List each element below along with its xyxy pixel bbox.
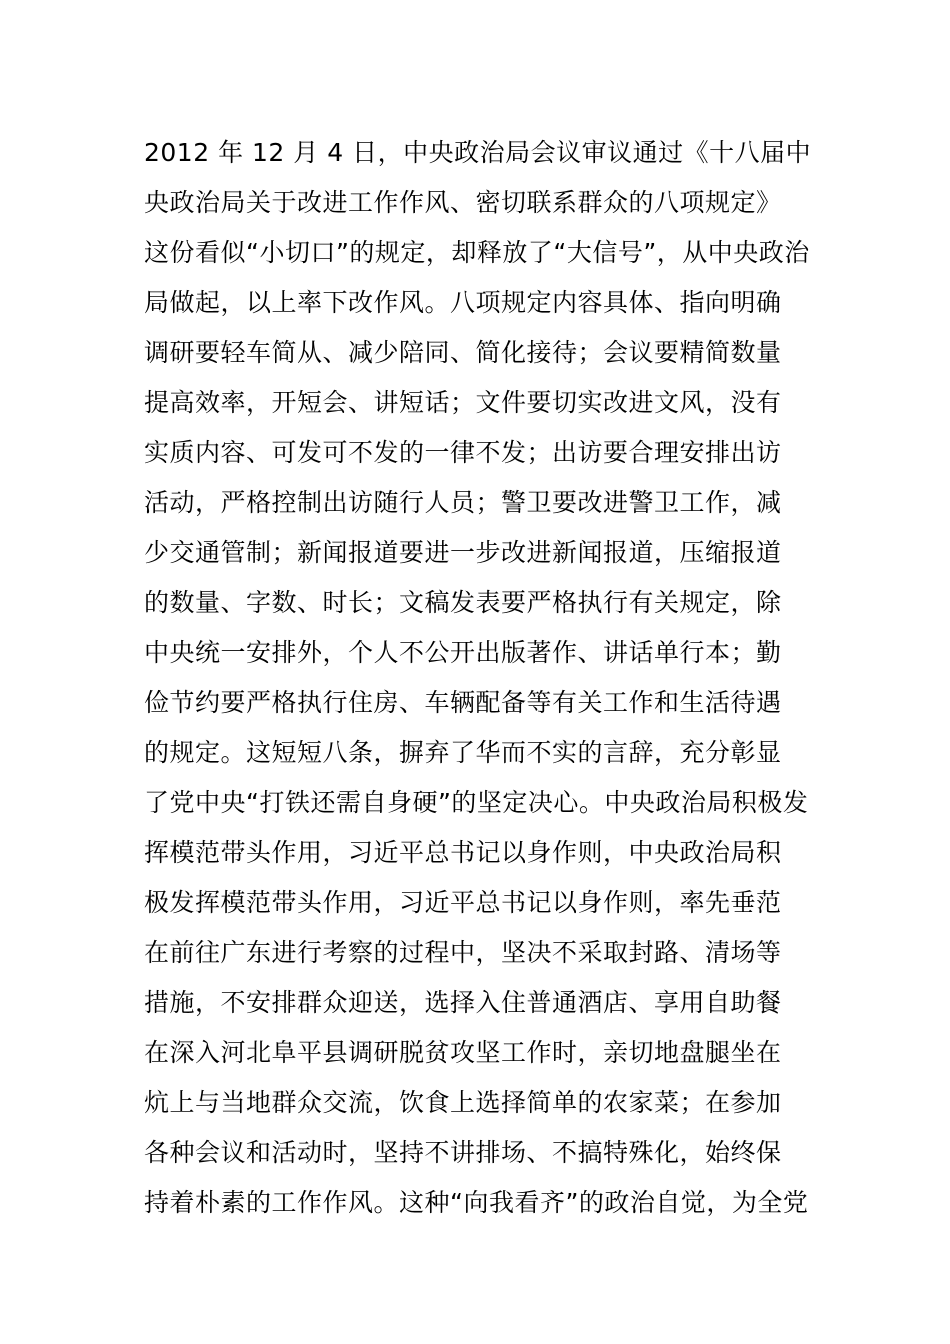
text-line: 了党中央“打铁还需自身硬”的坚定决心。中央政治局积极发 bbox=[144, 788, 809, 817]
text-line: 实质内容、可发可不发的一律不发；出访要合理安排出访 bbox=[144, 438, 782, 467]
text-line: 央政治局关于改进工作作风、密切联系群众的八项规定》 bbox=[144, 188, 782, 217]
text-line: 极发挥模范带头作用，习近平总书记以身作则，率先垂范 bbox=[144, 888, 782, 917]
text-line: 各种会议和活动时，坚持不讲排场、不搞特殊化，始终保 bbox=[144, 1138, 782, 1167]
text-line: 调研要轻车简从、减少陪同、简化接待；会议要精简数量 bbox=[144, 338, 782, 367]
text-line: 措施，不安排群众迎送，选择入住普通酒店、享用自助餐 bbox=[144, 988, 782, 1017]
text-line: 局做起，以上率下改作风。八项规定内容具体、指向明确 bbox=[144, 288, 782, 317]
text-line: 炕上与当地群众交流，饮食上选择简单的农家菜；在参加 bbox=[144, 1088, 782, 1117]
text-line: 的规定。这短短八条，摒弃了华而不实的言辞，充分彰显 bbox=[144, 738, 782, 767]
text-line: 少交通管制；新闻报道要进一步改进新闻报道，压缩报道 bbox=[144, 538, 782, 567]
text-line: 2012 年 12 月 4 日，中央政治局会议审议通过《十八届中 bbox=[144, 138, 812, 167]
text-line: 这份看似“小切口”的规定，却释放了“大信号”，从中央政治 bbox=[144, 238, 810, 267]
text-line: 中央统一安排外，个人不公开出版著作、讲话单行本；勤 bbox=[144, 638, 782, 667]
text-line: 俭节约要严格执行住房、车辆配备等有关工作和生活待遇 bbox=[144, 688, 782, 717]
text-line: 提高效率，开短会、讲短话；文件要切实改进文风，没有 bbox=[144, 388, 782, 417]
text-line: 挥模范带头作用，习近平总书记以身作则，中央政治局积 bbox=[144, 838, 782, 867]
text-line: 在前往广东进行考察的过程中，坚决不采取封路、清场等 bbox=[144, 938, 782, 967]
body-paragraph bbox=[144, 128, 814, 1228]
text-line: 在深入河北阜平县调研脱贫攻坚工作时，亲切地盘腿坐在 bbox=[144, 1038, 782, 1067]
text-line: 的数量、字数、时长；文稿发表要严格执行有关规定，除 bbox=[144, 588, 782, 617]
text-line: 持着朴素的工作作风。这种“向我看齐”的政治自觉，为全党 bbox=[144, 1188, 809, 1217]
text-line: 活动，严格控制出访随行人员；警卫要改进警卫工作，减 bbox=[144, 488, 782, 517]
